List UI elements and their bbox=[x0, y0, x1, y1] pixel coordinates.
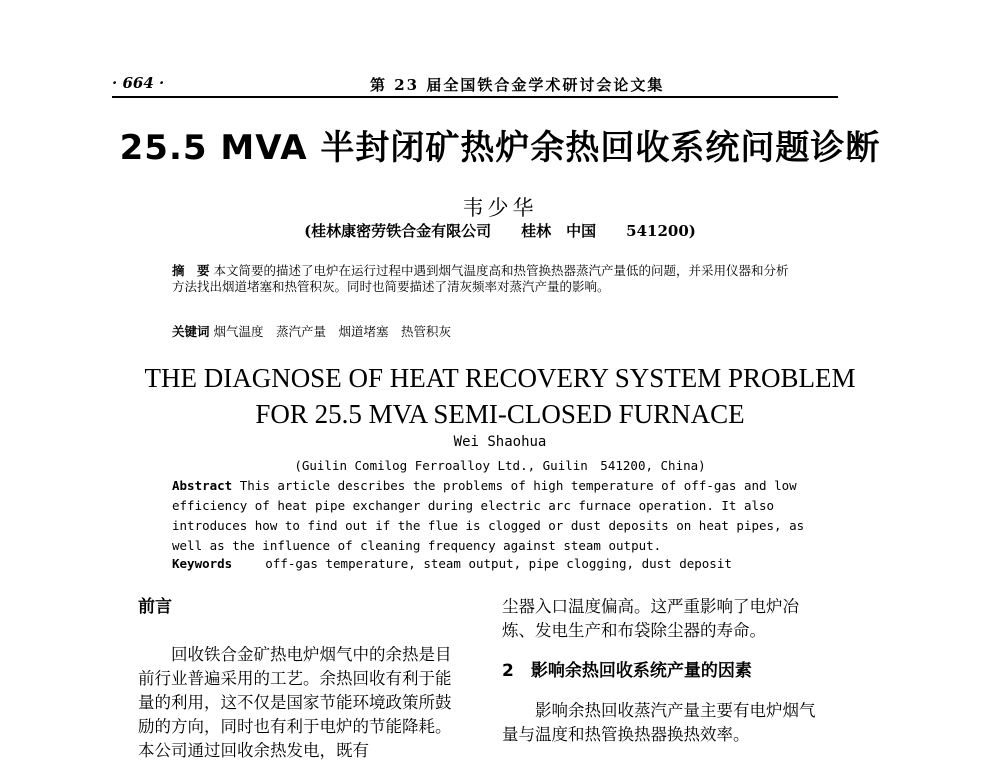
paper-title-en bbox=[0, 360, 1000, 432]
body-paragraph: 回收铁合金矿热电炉烟气中的余热是目前行业普遍采用的工艺。余热回收有利于能量的利用，这不仅是国家节能环境政策所鼓励的方向，同时也有利于电炉的节能降耗。本公司通过回收余热发电，既有 bbox=[138, 645, 452, 760]
body-paragraph-continued: 尘器入口温度偏高。这严重影响了电炉冶炼、发电生产和布袋除尘器的寿命。 bbox=[502, 597, 799, 640]
keywords-en-label: Keywords bbox=[172, 556, 233, 571]
abstract-cn bbox=[172, 263, 790, 295]
section-heading-preface: 前言 bbox=[138, 597, 172, 617]
keywords-en bbox=[172, 556, 732, 571]
abstract-en-label: Abstract bbox=[172, 478, 233, 493]
page-number: · 664 · bbox=[112, 74, 165, 92]
keywords-cn-label: 关键词 bbox=[172, 324, 210, 339]
keywords-en-text: off-gas temperature, steam output, pipe clogging, dust deposit bbox=[265, 556, 732, 571]
section-heading-2: 2 影响余热回收系统产量的因素 bbox=[502, 661, 752, 681]
paper-title-cn: 25.5 MVA 半封闭矿热炉余热回收系统问题诊断 bbox=[119, 128, 881, 168]
abstract-cn-label: 摘 要 bbox=[172, 263, 210, 278]
abstract-cn-text: 本文简要的描述了电炉在运行过程中遇到烟气温度高和热管换热器蒸汽产量低的问题，并采用仪器和分析方法找出烟道堵塞和热管积灰。同时也简要描述了清灰频率对蒸汽产量的影响。 bbox=[172, 263, 789, 294]
keywords-cn-text: 烟气温度 蒸汽产量 烟道堵塞 热管积灰 bbox=[213, 324, 452, 339]
left-column bbox=[138, 595, 462, 763]
affiliation-cn: (桂林康密劳铁合金有限公司 桂林 中国 541200) bbox=[304, 222, 696, 240]
proceedings-title: 第 23 届全国铁合金学术研讨会论文集 bbox=[370, 76, 665, 94]
paper-title-en-line2: FOR 25.5 MVA SEMI-CLOSED FURNACE bbox=[255, 399, 745, 429]
keywords-cn bbox=[172, 322, 451, 340]
header-rule bbox=[112, 96, 838, 98]
paper-title-en-line1: THE DIAGNOSE OF HEAT RECOVERY SYSTEM PROBLEM bbox=[144, 363, 856, 393]
author-en: Wei Shaohua bbox=[453, 434, 547, 450]
abstract-en bbox=[172, 476, 812, 556]
affiliation-en: (Guilin Comilog Ferroalloy Ltd., Guilin 541200, China) bbox=[294, 458, 706, 473]
right-column bbox=[502, 595, 826, 747]
author-cn: 韦少华 bbox=[462, 196, 538, 220]
body-paragraph: 影响余热回收蒸汽产量主要有电炉烟气量与温度和热管换热器换热效率。 bbox=[502, 701, 816, 744]
abstract-en-text: This article describes the problems of high temperature of off-gas and low efficiency of heat pipe exchanger during electric arc furnace operation. It also introduces how to find out if the flue is clogged or dust deposits on heat pipes, as well as the influence of cleaning frequency against steam output. bbox=[172, 478, 805, 553]
